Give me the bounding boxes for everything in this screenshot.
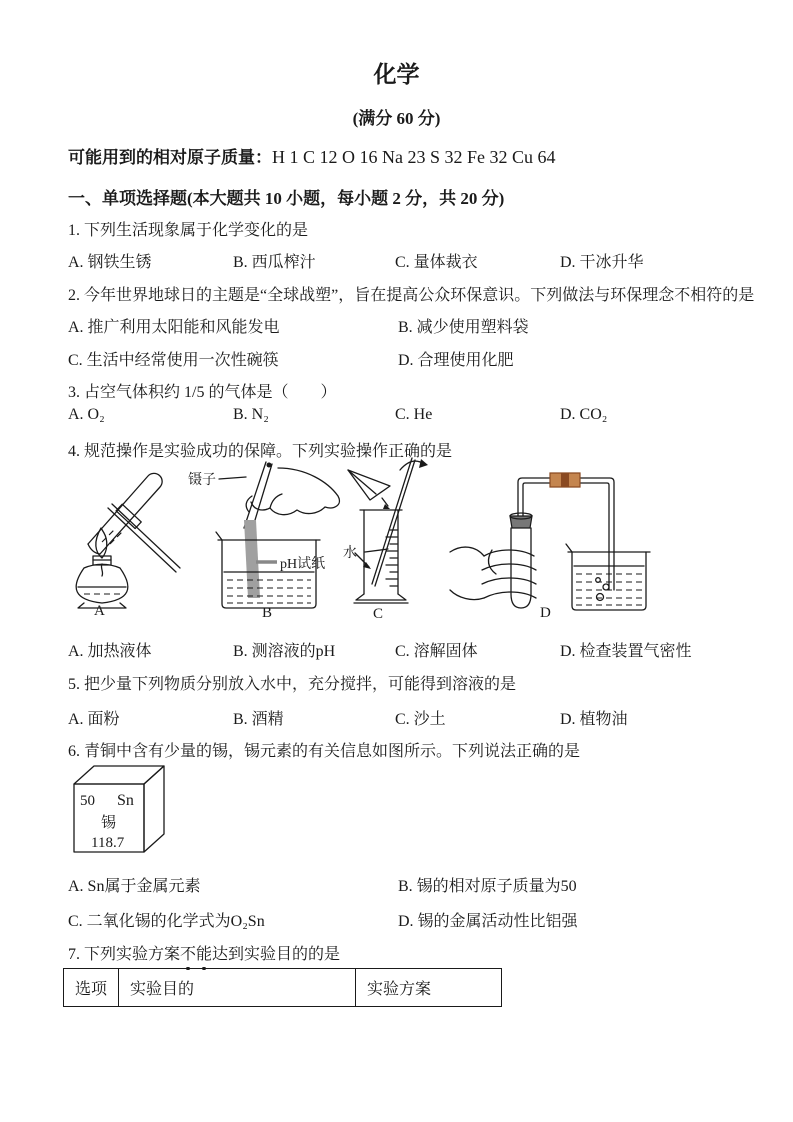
- col-header-option: 选项: [64, 969, 119, 1007]
- tweezers-label: 镊子: [188, 473, 216, 488]
- graduation-marks: [386, 530, 397, 586]
- beaker-spout: [216, 532, 222, 540]
- option-d: D. CO₂: [560, 406, 608, 423]
- option-row: [68, 347, 728, 370]
- beaker-spout: [566, 544, 572, 552]
- element-tile-side: [144, 766, 164, 852]
- cylinder-foot: [356, 594, 406, 600]
- option-a: A. 面粉: [68, 711, 120, 728]
- figure-label-d: D: [540, 605, 551, 621]
- option-b: B. 测溶液的pH: [233, 643, 336, 660]
- option-b: B. 锡的相对原子质量为50: [398, 878, 577, 895]
- lamp-wick: [101, 564, 102, 576]
- hand: [450, 547, 496, 600]
- option-row: [68, 706, 728, 729]
- question-stem: 6. 青铜中含有少量的锡，锡元素的有关信息如图所示。下列说法正确的是: [68, 743, 581, 760]
- option-d: D. 植物油: [560, 711, 628, 728]
- stem-text: 7. 下列实验方案: [68, 946, 181, 963]
- ph-paper-label: pH试纸: [280, 557, 326, 572]
- option-a: A. Sn属于金属元素: [68, 878, 201, 895]
- atomic-mass-label: 可能用到的相对原子质量：: [68, 148, 272, 167]
- full-marks-subtitle: (满分 60 分): [352, 109, 441, 128]
- option-d: D. 检查装置气密性: [560, 643, 692, 660]
- option-b: B. 西瓜榨汁: [233, 254, 316, 271]
- page-title: 化学: [373, 62, 420, 87]
- ph-paper-strip: [244, 520, 260, 598]
- figure-label-b: B: [262, 605, 273, 621]
- option-row: [68, 314, 728, 337]
- test-tube: [88, 473, 162, 554]
- option-b: B. N₂: [233, 406, 269, 423]
- folded-paper: [348, 470, 390, 500]
- option-b: B. 减少使用塑料袋: [398, 319, 529, 336]
- tube-holder-rod: [108, 508, 176, 572]
- question-stem: 4. 规范操作是实验成功的保障。下列实验操作正确的是: [68, 443, 453, 460]
- bubbles: [597, 594, 604, 601]
- tweezers-leader-line: [219, 477, 246, 479]
- section-heading: 一、单项选择题(本大题共 10 小题，每小题 2 分，共 20 分): [68, 189, 505, 208]
- liquid-dashes: [227, 580, 311, 603]
- tweezers-pivot: [267, 463, 272, 468]
- option-a: A. 推广利用太阳能和风能发电: [68, 319, 280, 336]
- figure-heating-liquid: [58, 456, 192, 618]
- option-c: C. 沙土: [395, 711, 446, 728]
- col-header-plan: 实验方案: [356, 969, 502, 1007]
- option-row: [68, 638, 728, 661]
- element-name: 锡: [101, 815, 117, 831]
- option-b: B. 酒精: [233, 711, 284, 728]
- option-d: D. 合理使用化肥: [398, 352, 514, 369]
- col-header-purpose: 实验目的: [119, 969, 356, 1007]
- atomic-mass-line: [68, 143, 556, 168]
- relative-atomic-mass: 118.7: [91, 835, 125, 851]
- option-d: D. 干冰升华: [560, 254, 644, 271]
- option-d: D. 锡的金属活动性比铝强: [398, 913, 578, 930]
- question-stem: 1. 下列生活现象属于化学变化的是: [68, 222, 309, 239]
- figure-testing-ph: [186, 456, 348, 620]
- figure-label-c: C: [373, 606, 384, 622]
- experiment-table: [63, 968, 502, 1007]
- beaker: [222, 540, 316, 608]
- table-header-row: [64, 969, 502, 1007]
- water-level: [365, 549, 388, 552]
- option-a: A. 钢铁生锈: [68, 254, 152, 271]
- test-tube: [511, 528, 531, 608]
- option-row: [68, 873, 728, 896]
- hand-fingers: [482, 550, 536, 598]
- element-tile-tin: [70, 762, 170, 859]
- option-c: C. 生活中经常使用一次性碗筷: [68, 352, 279, 369]
- figure-air-tightness-check: [448, 456, 656, 620]
- question-stem: 5. 把少量下列物质分别放入水中，充分搅拌，可能得到溶液的是: [68, 676, 517, 693]
- question-stem: [68, 941, 340, 964]
- water-label: 水: [343, 546, 357, 561]
- question-stem: 2. 今年世界地球日的主题是“全球战塑”，旨在提高公众环保意识。下列做法与环保理念不相符的是: [68, 287, 755, 304]
- question-stem: 3. 占空气体积约 1/5 的气体是（ ）: [68, 384, 337, 401]
- option-row: [68, 908, 728, 931]
- stem-text: 达到实验目的的是: [212, 946, 341, 963]
- stem-emphasized-text: 不能: [180, 946, 213, 963]
- option-c: C. 溶解固体: [395, 643, 478, 660]
- option-c: C. 二氧化锡的化学式为O₂Sn: [68, 913, 265, 930]
- figure-label-a: A: [94, 603, 105, 619]
- delivery-tube: [518, 478, 614, 590]
- option-c: C. 量体裁衣: [395, 254, 478, 271]
- option-row: [68, 406, 728, 424]
- atomic-mass-values: H 1 C 12 O 16 Na 23 S 32 Fe 32 Cu 64: [272, 147, 556, 167]
- option-c: C. He: [395, 406, 433, 423]
- option-row: [68, 249, 728, 272]
- option-a: A. 加热液体: [68, 643, 152, 660]
- element-tile-top: [74, 766, 164, 784]
- atomic-number: 50: [80, 793, 95, 809]
- figure-dissolving-solid: [342, 450, 458, 622]
- option-a: A. O₂: [68, 406, 105, 423]
- element-symbol: Sn: [117, 792, 134, 809]
